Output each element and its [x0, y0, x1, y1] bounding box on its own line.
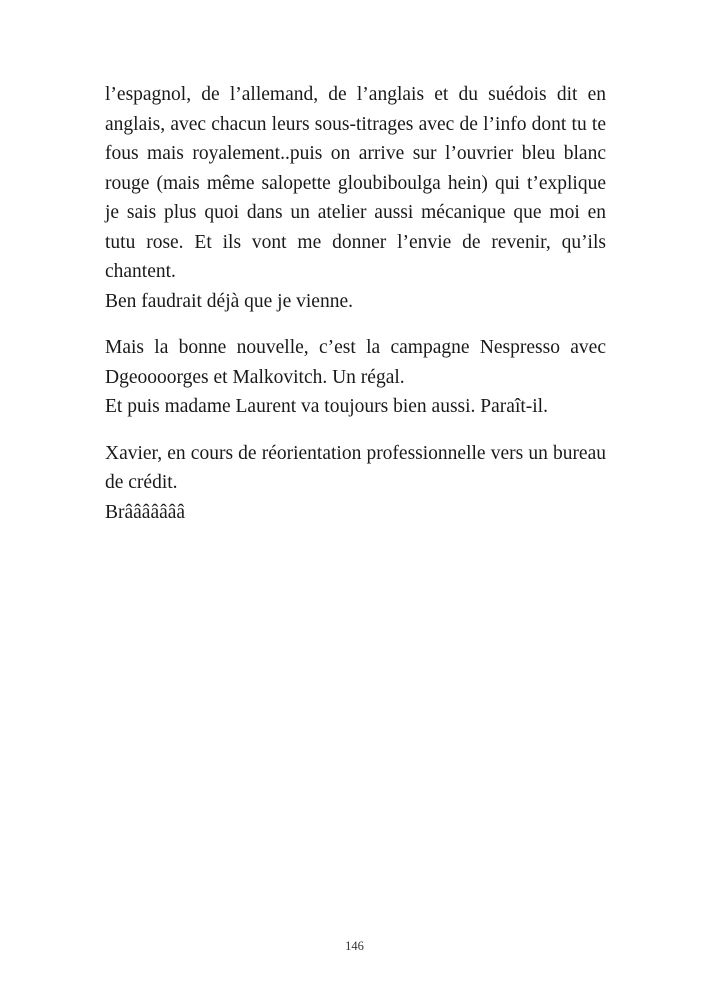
- paragraph: [105, 80, 606, 316]
- text-line: Ben faudrait déjà que je vienne.: [105, 290, 353, 312]
- page-number: 146: [345, 939, 364, 953]
- page-body: [105, 80, 606, 527]
- text-line: Et puis madame Laurent va toujours bien aussi. Paraît-il.: [105, 396, 548, 417]
- text-line: Xavier, en cours de réorientation professionnelle vers un bureau de crédit.: [105, 442, 606, 493]
- paragraph: [105, 333, 606, 422]
- text-line: l’espagnol, de l’allemand, de l’anglais et du suédois dit en anglais, avec chacun leurs sous-titrages avec de l’info dont tu te fous mais royalement..puis on arrive sur l’ouvrier bleu blanc rouge (mais même salopette gloubiboulga hein) qui t’explique je sais plus quoi dans un atelier aussi mécanique que moi en tutu rose. Et ils vont me donner l’envie de revenir, qu’ils chantent.: [105, 84, 606, 282]
- paragraph: [105, 439, 606, 528]
- text-line: Mais la bonne nouvelle, c’est la campagne Nespresso avec Dgeoooorges et Malkovitch. Un régal.: [105, 337, 606, 388]
- text-line: Brâââââââ: [105, 501, 186, 523]
